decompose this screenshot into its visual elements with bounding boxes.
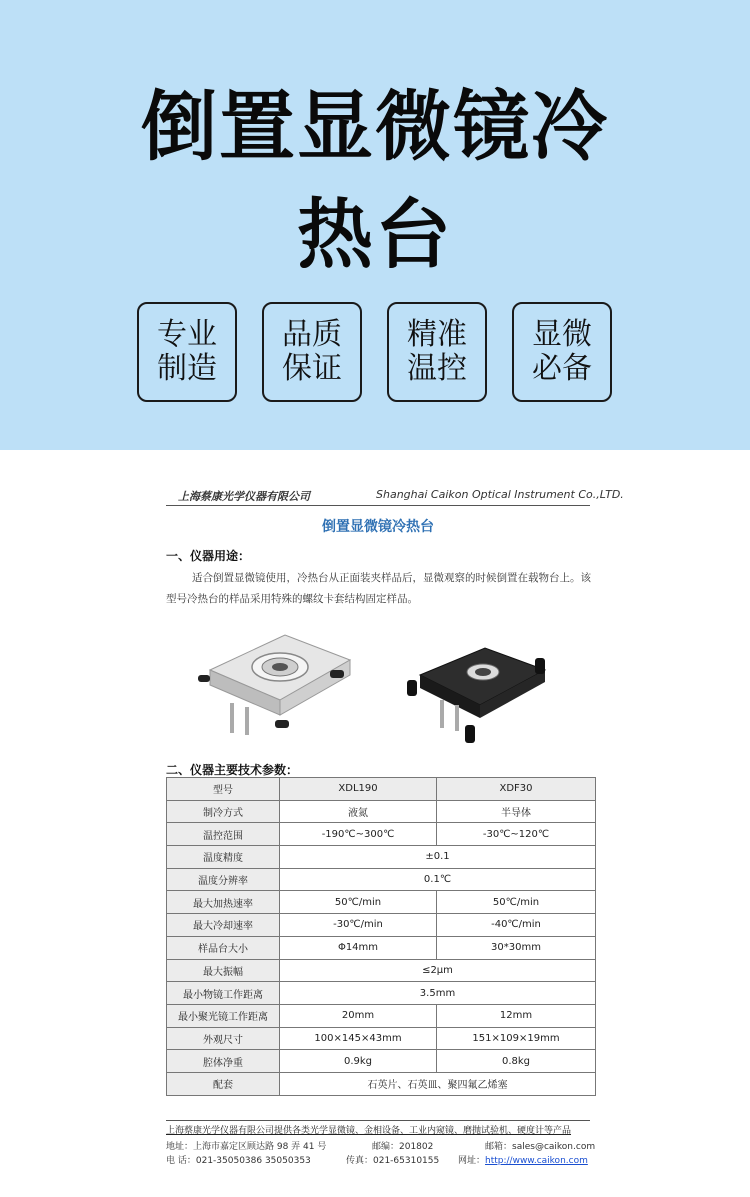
section-specs-heading: 二、仪器主要技术参数： <box>166 763 299 777</box>
table-cell: 液氮 <box>280 800 437 823</box>
feature-badge-essential <box>512 302 612 402</box>
table-row-label: 样品台大小 <box>167 936 280 959</box>
feature-badge-quality <box>262 302 362 402</box>
table-cell: Φ14mm <box>280 936 437 959</box>
table-cell: 0.1℃ <box>280 868 596 891</box>
table-cell: XDF30 <box>437 778 596 801</box>
banner-title-line2: 热台 <box>297 190 453 279</box>
company-name-en: Shanghai Caikon Optical Instrument Co.,LTD. <box>376 488 624 501</box>
table-row-label: 最小聚光镜工作距离 <box>167 1004 280 1027</box>
feature-badge-professional <box>137 302 237 402</box>
banner-title-line1: 倒置显微镜冷 <box>141 82 609 171</box>
footer-email-block <box>485 1139 595 1152</box>
table-row <box>167 800 596 823</box>
table-row-label: 外观尺寸 <box>167 1027 280 1050</box>
table-cell: 50℃/min <box>437 891 596 914</box>
table-cell: 20mm <box>280 1004 437 1027</box>
table-cell: 0.8kg <box>437 1050 596 1073</box>
table-row <box>167 823 596 846</box>
table-row <box>167 1027 596 1050</box>
table-row <box>167 778 596 801</box>
table-row-label: 型号 <box>167 778 280 801</box>
table-cell: ±0.1 <box>280 846 596 869</box>
table-cell: 151×109×19mm <box>437 1027 596 1050</box>
footer-summary: 上海蔡康光学仪器有限公司提供各类光学显微镜、金相设备、工业内窥镜、磨抛试验机、硬度计等产品 <box>166 1126 572 1136</box>
spec-table <box>166 777 596 1096</box>
table-cell: ≤2μm <box>280 959 596 982</box>
table-row <box>167 868 596 891</box>
footer-postcode: 邮编：201802 <box>372 1142 434 1152</box>
feature-label: 精准 温控 <box>407 317 467 386</box>
footer-phone: 电 话：021-35050386 35050353 <box>166 1156 311 1166</box>
footer-email[interactable]: sales@caikon.com <box>512 1142 596 1152</box>
footer-email-label: 邮箱： <box>485 1142 513 1152</box>
table-cell: 3.5mm <box>280 982 596 1005</box>
header-divider <box>166 505 590 506</box>
feature-label: 显微 必备 <box>532 317 592 386</box>
table-cell: -190℃~300℃ <box>280 823 437 846</box>
table-cell: -30℃/min <box>280 914 437 937</box>
company-name-cn: 上海蔡康光学仪器有限公司 <box>178 490 310 503</box>
table-row-label: 腔体净重 <box>167 1050 280 1073</box>
table-cell: 12mm <box>437 1004 596 1027</box>
table-cell: 30*30mm <box>437 936 596 959</box>
document-title: 倒置显微镜冷热台 <box>322 519 434 535</box>
table-row <box>167 914 596 937</box>
table-row-label: 制冷方式 <box>167 800 280 823</box>
footer-fax: 传真：021-65310155 <box>346 1156 440 1166</box>
feature-label: 专业 制造 <box>157 317 217 386</box>
table-cell: 50℃/min <box>280 891 437 914</box>
footer-web-block <box>458 1153 588 1166</box>
footer-divider <box>166 1120 590 1121</box>
table-cell: 半导体 <box>437 800 596 823</box>
table-row <box>167 891 596 914</box>
table-row <box>167 1004 596 1027</box>
table-row-label: 最大振幅 <box>167 959 280 982</box>
table-row-label: 最大加热速率 <box>167 891 280 914</box>
table-row <box>167 959 596 982</box>
table-row-label: 温度精度 <box>167 846 280 869</box>
feature-label: 品质 保证 <box>282 317 342 386</box>
section-usage-heading: 一、仪器用途： <box>166 549 251 563</box>
table-row <box>167 982 596 1005</box>
table-row <box>167 846 596 869</box>
footer-address: 地址：上海市嘉定区顾达路 98 弄 41 号 <box>166 1142 327 1152</box>
table-row-label: 最大冷却速率 <box>167 914 280 937</box>
table-cell: 石英片、石英皿、聚四氟乙烯塞 <box>280 1072 596 1095</box>
table-row-label: 温控范围 <box>167 823 280 846</box>
table-row <box>167 1050 596 1073</box>
table-row-label: 温度分辨率 <box>167 868 280 891</box>
table-cell: 0.9kg <box>280 1050 437 1073</box>
table-cell: -30℃~120℃ <box>437 823 596 846</box>
table-row-label: 最小物镜工作距离 <box>167 982 280 1005</box>
table-cell: -40℃/min <box>437 914 596 937</box>
table-row <box>167 936 596 959</box>
table-cell: XDL190 <box>280 778 437 801</box>
table-row <box>167 1072 596 1095</box>
feature-badge-precision <box>387 302 487 402</box>
product-photo-silver-stage <box>190 615 360 745</box>
product-photo-black-stage <box>395 630 555 750</box>
table-cell: 100×145×43mm <box>280 1027 437 1050</box>
section-usage-text: 适合倒置显微镜使用，冷热台从正面装夹样品后，显微观察的时候倒置在载物台上。该型号冷热台的样品采用特殊的螺纹卡套结构固定样品。 <box>166 572 591 605</box>
table-row-label: 配套 <box>167 1072 280 1095</box>
feature-badges <box>137 302 613 402</box>
footer-website-link[interactable]: http://www.caikon.com <box>485 1156 588 1166</box>
footer-web-label: 网址： <box>458 1156 486 1166</box>
